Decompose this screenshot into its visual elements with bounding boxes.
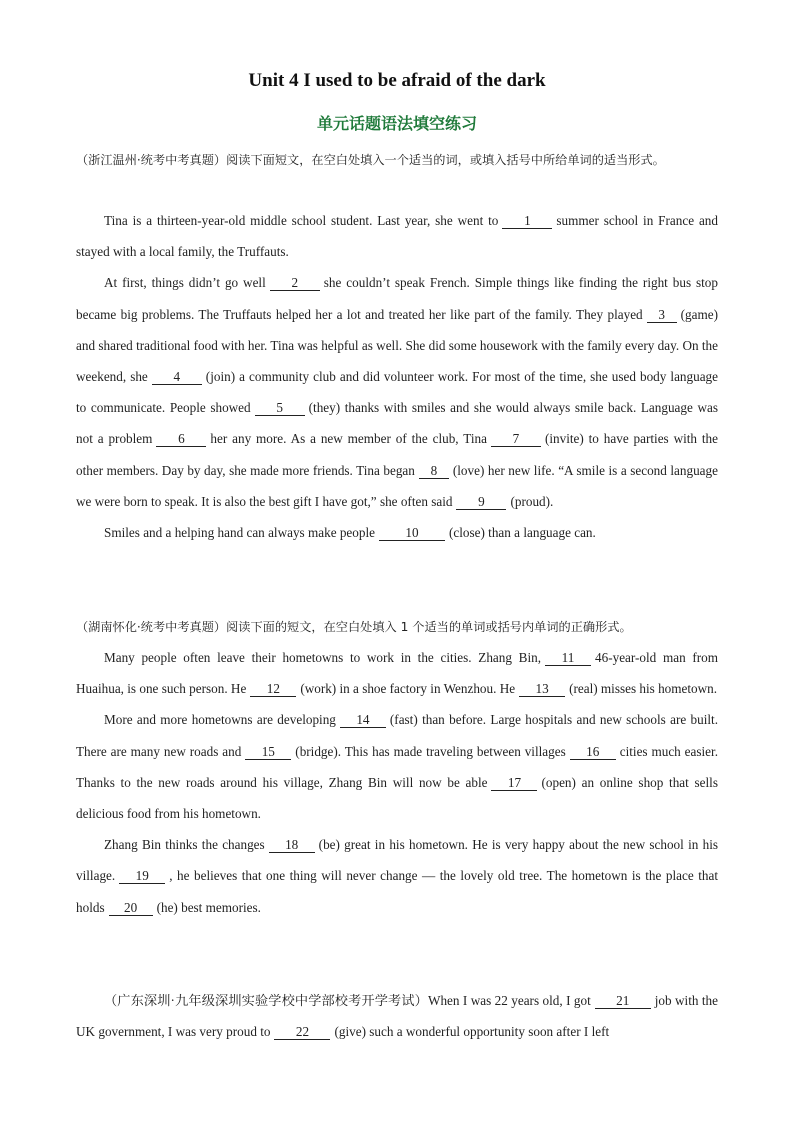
blank-10[interactable]: 10: [379, 525, 445, 541]
paragraph-text: (game) and shared traditional food with her. Tina was helpful as well. She did some housework with the family every day. On the weekend, she: [76, 306, 718, 385]
paragraph-text: (proud).: [510, 493, 554, 509]
paragraph-text: (invite) to have parties with the other members. Day by day, she made more friends. Tina began: [76, 431, 718, 478]
paragraph-text: (love) her new life. “A smile is a second language we were born to speak. It is also the best gift I have got,” she often said: [76, 462, 718, 509]
paragraph-text: More and more hometowns are developing: [104, 712, 336, 728]
paragraph-text: At first, things didn’t go well: [104, 275, 266, 291]
paragraph: [76, 829, 718, 923]
paragraph: [76, 985, 718, 1047]
blank-7[interactable]: 7: [491, 431, 541, 447]
page-title: Unit 4 I used to be afraid of the dark: [248, 70, 546, 91]
page-subtitle: 单元话题语法填空练习: [316, 114, 477, 133]
paragraph: [76, 642, 718, 704]
paragraph-text: (fast) than before. Large hospitals and new schools are built. There are many new roads and: [76, 712, 718, 759]
blank-21[interactable]: 21: [595, 993, 651, 1009]
blank-1[interactable]: 1: [502, 213, 552, 229]
section-1-instruction: （浙江温州·统考中考真题）阅读下面短文，在空白处填入一个适当的词，或填入括号中所给单词的适当形式。: [76, 153, 665, 167]
paragraph-text: (be) great in his hometown. He is very happy about the new school in his village.: [76, 837, 718, 884]
paragraph: [76, 517, 718, 548]
paragraph-text: (join) a community club and did volunteer work. For most of the time, she used body language to communicate. People showed: [76, 369, 719, 416]
section-2-instruction: （湖南怀化·统考中考真题）阅读下面的短文，在空白处填入 1 个适当的单词或括号内单词的正确形式。: [76, 620, 632, 634]
blank-6[interactable]: 6: [156, 431, 206, 447]
paragraph-text: (they) thanks with smiles and she would always smile back. Language was not a problem: [76, 400, 718, 447]
paragraph: [76, 267, 718, 517]
blank-3[interactable]: 3: [647, 307, 677, 323]
paragraph-text: (he) best memories.: [156, 899, 261, 915]
paragraph-text: she couldn’t speak French. Simple things like finding the right bus stop became big problems. The Truffauts helped her a lot and treated her like part of the family. They played: [76, 275, 718, 322]
paragraph-text: cities much easier. Thanks to the new roads around his village, Zhang Bin will now be able: [76, 743, 718, 790]
blank-8[interactable]: 8: [419, 463, 449, 479]
section-1-passage: [76, 205, 718, 548]
section-3-passage: [76, 985, 718, 1047]
paragraph-text: Zhang Bin thinks the changes: [104, 837, 265, 853]
blank-14[interactable]: 14: [340, 712, 386, 728]
blank-20[interactable]: 20: [109, 900, 153, 916]
paragraph-text: her any more. As a new member of the club, Tina: [210, 431, 487, 447]
paragraph-text: (bridge). This has made traveling between villages: [295, 743, 566, 759]
blank-12[interactable]: 12: [250, 681, 296, 697]
paragraph-text: job with the UK government, I was very proud to: [76, 993, 718, 1040]
paragraph-text: (work) in a shoe factory in Wenzhou. He: [300, 681, 516, 697]
blank-16[interactable]: 16: [570, 744, 616, 760]
paragraph-text: , he believes that one thing will never change — the lovely old tree. The hometown is the place that holds: [76, 868, 718, 915]
paragraph-text: （广东深圳·九年级深圳实验学校中学部校考开学考试）When I was 22 years old, I got: [104, 993, 591, 1008]
paragraph-text: (open) an online shop that sells delicious food from his hometown.: [76, 774, 718, 822]
paragraph-text: Smiles and a helping hand can always make people: [104, 525, 375, 541]
paragraph: [76, 704, 718, 829]
blank-18[interactable]: 18: [269, 837, 315, 853]
blank-19[interactable]: 19: [119, 868, 165, 884]
blank-17[interactable]: 17: [491, 775, 537, 791]
paragraph-text: summer school in France and stayed with a local family, the Truffauts.: [76, 213, 718, 260]
blank-5[interactable]: 5: [255, 400, 305, 416]
paragraph-text: 46-year-old man from Huaihua, is one such person. He: [76, 650, 719, 697]
blank-2[interactable]: 2: [270, 275, 320, 291]
paragraph-text: (close) than a language can.: [449, 525, 596, 541]
blank-15[interactable]: 15: [245, 744, 291, 760]
paragraph-text: (real) misses his hometown.: [569, 681, 718, 697]
blank-11[interactable]: 11: [545, 650, 591, 666]
paragraph: [76, 205, 718, 267]
paragraph-text: Many people often leave their hometowns to work in the cities. Zhang Bin,: [104, 650, 542, 665]
paragraph-text: Tina is a thirteen-year-old middle school student. Last year, she went to: [104, 213, 499, 228]
section-2-passage: [76, 642, 718, 923]
blank-13[interactable]: 13: [519, 681, 565, 697]
paragraph-text: (give) such a wonderful opportunity soon after I left: [334, 1024, 610, 1040]
blank-4[interactable]: 4: [152, 369, 202, 385]
blank-22[interactable]: 22: [274, 1024, 330, 1040]
blank-9[interactable]: 9: [456, 494, 506, 510]
